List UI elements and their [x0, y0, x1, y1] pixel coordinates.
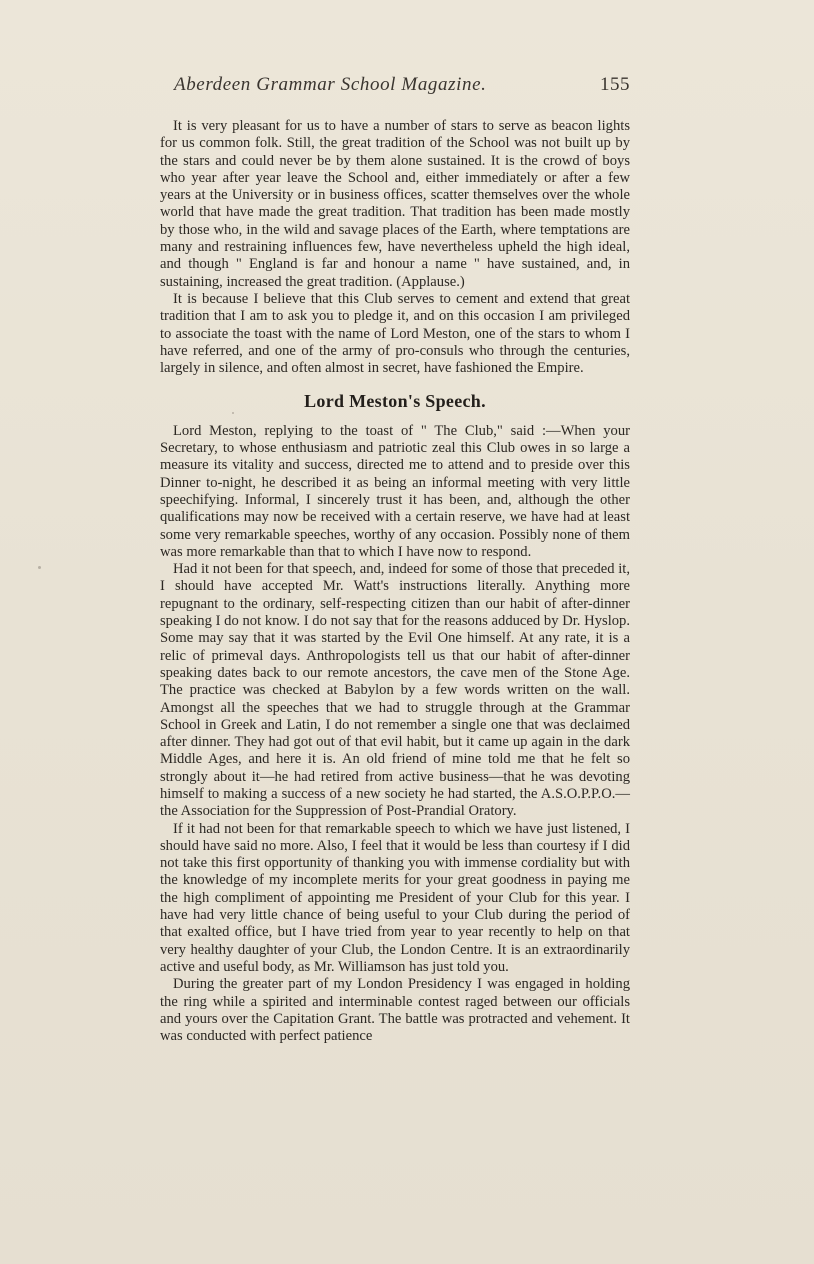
- page-number: 155: [600, 74, 630, 95]
- section-heading: Lord Meston's Speech.: [304, 391, 486, 412]
- paper-speck: [232, 412, 234, 414]
- paragraph-capitation-grant: During the greater part of my London Presidency I was engaged in holding the ring while a spirited and interminable contest raged between our officials and yours over the Capitation Grant. The battle was protracted and vehement. It was conducted with perfect patience: [160, 976, 630, 1045]
- paper-speck: [38, 566, 41, 569]
- running-head: [160, 74, 630, 102]
- paragraph-thanks: If it had not been for that remarkable speech to which we have just listened, I should have said no more. Also, I feel that it would be less than courtesy if I did not take this first opportunity of thanking you with immense cordiality but with the knowledge of my incomplete merits for your great goodness in paying me the high compliment of appointing me President of your Club for this year. I have had very little chance of being useful to your Club during the period of that exalted office, but I have tried from year to year recently to help on that very healthy daughter of your Club, the London Centre. It is an extraordinarily active and useful body, as Mr. Williamson has just told you.: [160, 820, 630, 975]
- paragraph-reply: Lord Meston, replying to the toast of " The Club," said :—When your Secretary, to whose enthusiasm and patriotic zeal this Club owes in so large a measure its vitality and success, directed me to attend and to preside over this Dinner to-night, he described it as being an informal meeting with very little speechifying. Informal, I sincerely trust it has been, and, although the other qualifications may now be received with a certain reserve, we have had at least some very remarkable speeches, worthy of any occasion. Possibly none of them was more remarkable than that to which I have now to respond.: [160, 422, 630, 560]
- article-body: [160, 118, 630, 1045]
- paragraph-stars: It is very pleasant for us to have a number of stars to serve as beacon lights for us common folk. Still, the great tradition of the School was not built up by the stars and could never be by them alone sustained. It is the crowd of boys who year after year leave the School and, either immediately or after a few years at the University or in business offices, scatter themselves over the whole world that have made the great tradition. That tradition has been made mostly by those who, in the wild and savage places of the Earth, where temptations are many and restraining influences few, have nevertheless upheld the high ideal, and though " England is far and honour a name " have sustained, and, in sustaining, increased the great tradition. (Applause.): [160, 118, 630, 290]
- running-title: Aberdeen Grammar School Magazine.: [174, 74, 487, 95]
- paragraph-toast: It is because I believe that this Club serves to cement and extend that great tradition that I am to ask you to pledge it, and on this occasion I am privileged to associate the toast with the name of Lord Meston, one of the stars to whom I have referred, and one of the army of pro-consuls who through the centuries, largely in silence, and often almost in secret, have fashioned the Empire.: [160, 290, 630, 377]
- paragraph-after-dinner-speaking: Had it not been for that speech, and, indeed for some of those that preceded it, I should have accepted Mr. Watt's instructions literally. Anything more repugnant to the ordinary, self-respecting citizen than our habit of after-dinner speaking I do not know. I do not say that for the reasons adduced by Dr. Hyslop. Some may say that it was started by the Evil One himself. At any rate, it is a relic of primeval days. Anthropologists tell us that our habit of after-dinner speaking dates back to our remote ancestors, the cave men of the Stone Age. The practice was checked at Babylon by a few words written on the wall. Amongst all the speeches that we had to struggle through at the Grammar School in Greek and Latin, I do not remember a single one that was declaimed after dinner. They had got out of that evil habit, but it came up again in the dark Middle Ages, and here it is. An old friend of mine told me that he felt so strongly about it—he had retired from active business—that he was devoting himself to making a success of a new society he had started, the A.S.O.P.P.O.—the Association for the Suppression of Post-Prandial Oratory.: [160, 561, 630, 820]
